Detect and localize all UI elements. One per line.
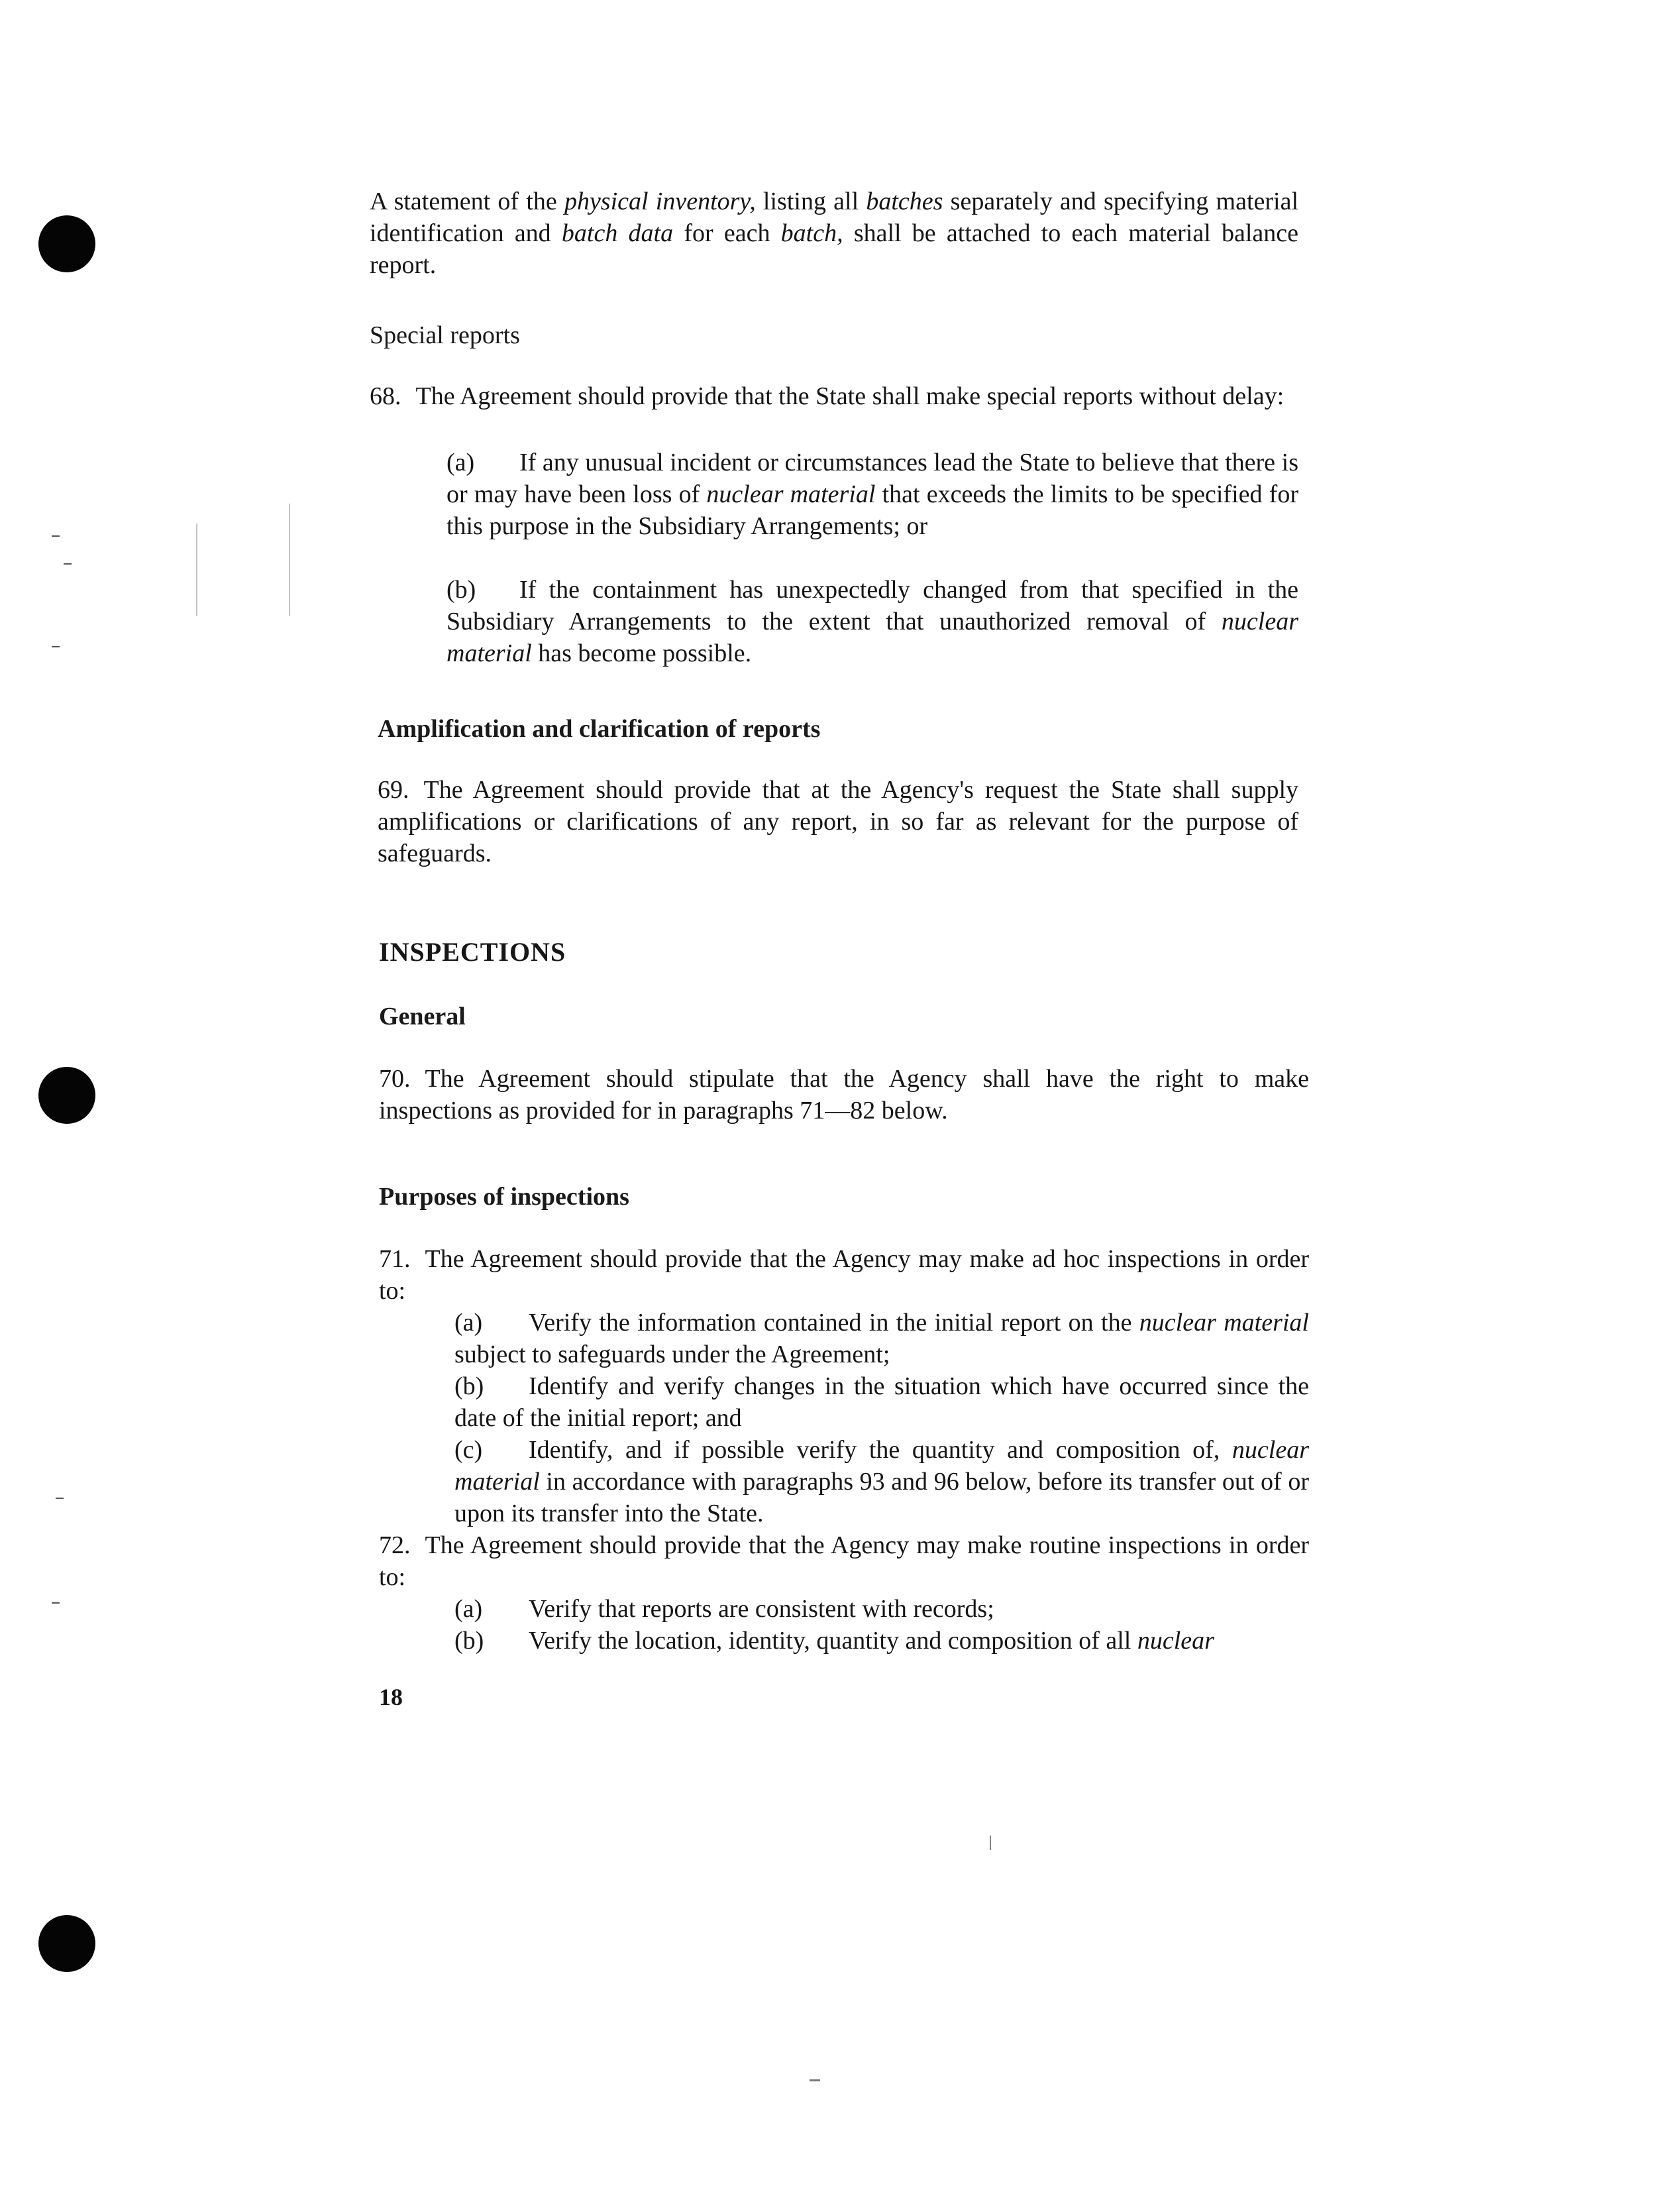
scan-mark [56, 1498, 64, 1499]
paragraph-71-item-a [454, 1307, 1309, 1370]
text-run: that exceeds the limits to be specified for this purpose in the Subsidiary Arrangements; or [446, 480, 1298, 540]
paragraph-number: 69. [378, 776, 409, 804]
scan-speck [810, 2079, 820, 2081]
text-run: in accordance with paragraphs 93 and 96 below, before its transfer out of or upon its transfer into the State. [454, 1468, 1309, 1527]
paragraph-number: 70. [379, 1065, 411, 1093]
item-label: (a) [454, 1309, 483, 1337]
text-run: Verify the location, identity, quantity and composition of all [529, 1627, 1137, 1655]
item-label: (a) [454, 1595, 483, 1623]
term-nuclear-material: nuclear material [1139, 1309, 1309, 1337]
paragraph-text: The Agreement should provide that the Agency may make ad hoc inspections in order to: [379, 1245, 1309, 1305]
paragraph-text: The Agreement should provide that at the Agency's request the State shall supply amplifications or clarifications of any report, in so far as relevant for the purpose of safeguards. [378, 776, 1298, 867]
term-batch-data: batch data [561, 219, 674, 247]
scan-speck [289, 504, 290, 616]
paragraph-71-item-b [454, 1370, 1309, 1434]
text-run: Identify, and if possible verify the quantity and composition of, [529, 1436, 1232, 1464]
scan-speck [990, 1836, 991, 1850]
scan-speck [196, 523, 197, 616]
paragraph-70 [379, 1063, 1309, 1126]
item-label: (c) [454, 1436, 483, 1464]
term-batch: batch, [780, 219, 843, 247]
paragraph-text: The Agreement should provide that the State shall make special reports without delay: [415, 382, 1285, 410]
item-label: (a) [446, 449, 475, 476]
paragraph-68-item-a [446, 447, 1298, 542]
paragraph-number: 71. [379, 1245, 411, 1273]
scan-mark [52, 1602, 60, 1604]
term-nuclear-material: nuclear material [446, 608, 1298, 667]
item-label: (b) [446, 576, 476, 604]
inventory-statement-paragraph [370, 186, 1298, 281]
punch-hole-middle [38, 1067, 95, 1124]
paragraph-69 [378, 774, 1298, 869]
term-nuclear-material: nuclear material [706, 480, 876, 508]
punch-hole-bottom [38, 1915, 95, 1972]
paragraph-72-item-a [454, 1593, 1309, 1625]
paragraph-72-item-b [454, 1625, 1309, 1657]
text-run: If the containment has unexpectedly changed from that specified in the Subsidiary Arrangements to the extent that unauthorized removal of [446, 576, 1298, 635]
scan-mark [52, 535, 60, 537]
text-run: subject to safeguards under the Agreement; [454, 1341, 890, 1368]
text-run: Verify the information contained in the initial report on the [529, 1309, 1139, 1337]
text-run: listing all [755, 188, 866, 215]
paragraph-71-item-c [454, 1434, 1309, 1529]
scan-mark [64, 563, 72, 565]
term-nuclear: nuclear [1137, 1627, 1214, 1655]
paragraph-number: 72. [379, 1531, 411, 1559]
amplification-heading: Amplification and clarification of reports [378, 715, 821, 743]
paragraph-71 [379, 1243, 1309, 1307]
paragraph-text: The Agreement should stipulate that the Agency shall have the right to make inspections as provided for in paragraphs 71—82 below. [379, 1065, 1309, 1124]
text-run: for each [673, 219, 781, 247]
paragraph-text: The Agreement should provide that the Agency may make routine inspections in order to: [379, 1531, 1309, 1591]
term-batches: batches [866, 188, 943, 215]
paragraph-68-item-b [446, 574, 1298, 669]
page-number: 18 [379, 1684, 403, 1710]
text-run: A statement of the [370, 188, 564, 215]
item-label: (b) [454, 1372, 484, 1400]
term-physical-inventory: physical inventory, [564, 188, 756, 215]
paragraph-number: 68. [370, 382, 401, 410]
text-run: If any unusual incident or circumstances lead the State to believe that there is or may have been loss of [446, 449, 1298, 508]
text-run: separately and specifying material identification and [370, 188, 1299, 247]
text-run: shall be attached to each material balance report. [370, 219, 1298, 279]
text-run: Verify that reports are consistent with records; [529, 1595, 994, 1623]
punch-hole-top [38, 215, 95, 272]
scan-mark [52, 646, 60, 647]
paragraph-72 [379, 1529, 1309, 1593]
special-reports-heading: Special reports [370, 321, 520, 349]
inspections-heading: INSPECTIONS [379, 937, 566, 967]
paragraph-68 [370, 380, 1298, 412]
purposes-of-inspections-heading: Purposes of inspections [379, 1183, 629, 1211]
term-nuclear-material: nuclear material [454, 1436, 1309, 1496]
text-run: Identify and verify changes in the situation which have occurred since the date of the initial report; and [454, 1372, 1309, 1432]
item-label: (b) [454, 1627, 484, 1655]
text-run: has become possible. [531, 639, 752, 667]
general-heading: General [379, 1003, 466, 1030]
